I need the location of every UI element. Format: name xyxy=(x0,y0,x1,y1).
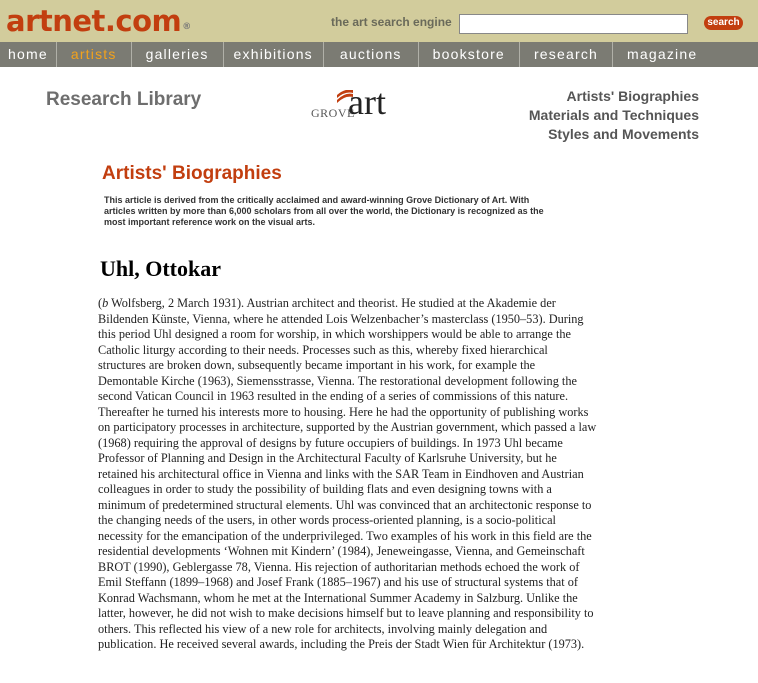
nav-item-home[interactable]: home xyxy=(0,42,57,67)
nav-item-artists[interactable]: artists xyxy=(57,42,132,67)
main-nav xyxy=(0,42,758,67)
research-library-title: Research Library xyxy=(46,89,202,110)
research-links xyxy=(529,87,699,144)
registered-mark: ® xyxy=(182,22,191,32)
nav-item-bookstore[interactable]: bookstore xyxy=(419,42,520,67)
section-title: Artists' Biographies xyxy=(102,163,282,184)
search-button[interactable]: search xyxy=(704,16,743,30)
nav-item-research[interactable]: research xyxy=(520,42,613,67)
nav-item-exhibitions[interactable]: exhibitions xyxy=(224,42,324,67)
article-text: Wolfsberg, 2 March 1931). Austrian architect and theorist. He studied at the Akademie der Bildenden Künste, Vienna, where he attended Lois Welzenbacher’s masterclass (1950–53). During this period Uhl designed a room for worship, in which worshippers would be able to arrange the Catholic liturgy according to their needs. Processes such as this, whereby fixed hierarchical structures are broken down, subsequently became important in his work, for example the Demontable Kirche (1963), Siemensstrasse, Vienna. The restorational development following the second Vatican Council in 1963 resulted in the ending of a series of commissions of this nature. Thereafter he turned his interests more to housing. Here he had the opportunity of publishing works on participatory processes in architecture, supported by the Austrian government, which passed a law (1968) requiring the approval of designs by future occupiers of buildings. In 1973 Uhl became Professor of Planning and Design in the Architectural Faculty of Karlsruhe University, but he retained his architectural office in Vienna and links with the SAR Team in Eindhoven and Austrian colleagues in order to study the possibility of building flats and even designing towns with a minimum of predetermined structural elements. Uhl was convinced that an architectonic response to the changing needs of the users, in other words process-oriented planning, is a socio-political necessity for the emancipation of the underprivileged. Two examples of his work in this field are the residential developments ‘Wohnen mit Kindern’ (1984), Jeneweingasse, Vienna, and Gemeinschaft BROT (1990), Geblergasse 78, Vienna. His rejection of authoritarian methods echoed the work of Emil Steffann (1899–1968) and Josef Frank (1885–1967) and his use of structural systems that of Konrad Wachsmann, whom he met at the International Summer Academy in Salzburg. Unlike the latter, however, he did not wish to make decisions himself but to leave planning and responsibility to others. This reflected his view of a new role for architects, involving mainly delegation and publication. He received several awards, including the Preis der Stadt Wien für Architektur (1973). xyxy=(98,296,597,651)
nav-item-auctions[interactable]: auctions xyxy=(324,42,419,67)
nav-item-magazine[interactable]: magazine xyxy=(627,46,698,62)
grove-art-logo[interactable] xyxy=(311,82,411,124)
link-styles-and-movements[interactable]: Styles and Movements xyxy=(548,126,699,142)
nav-item-galleries[interactable]: galleries xyxy=(132,42,224,67)
link-artists-biographies[interactable]: Artists' Biographies xyxy=(566,88,699,104)
article-body: (b Wolfsberg, 2 March 1931). Austrian architect and theorist. He studied at the Akademie der Bildenden Künste, Vienna, where he attended Lois Welzenbacher’s masterclass (1950–53). During this period Uhl designed a room for worship, in which worshippers would be able to arrange the Catholic liturgy according to their needs. Processes such as this, whereby fixed hierarchical structures are broken down, subsequently became important in his work, for example the Demontable Kirche (1963), Siemensstrasse, Vienna. The restorational development following the second Vatican Council in 1963 resulted in the ending of a series of commissions of this nature. Thereafter he turned his interests more to housing. Here he had the opportunity of publishing works on participatory processes in architecture, supported by the Austrian government, which passed a law (1968) requiring the approval of designs by future occupiers of buildings. In 1973 Uhl became Professor of Planning and Design in the Architectural Faculty of Karlsruhe University, but he retained his architectural office in Vienna and links with the SAR Team in Eindhoven and Austrian colleagues in order to study the possibility of building flats and even designing towns with a minimum of predetermined structural elements. Uhl was convinced that an architectonic response to the changing needs of the users, in other words process-oriented planning, is a socio-political necessity for the emancipation of the underprivileged. Two examples of his work in this field are the residential developments ‘Wohnen mit Kindern’ (1984), Jeneweingasse, Vienna, and Gemeinschaft BROT (1990), Geblergasse 78, Vienna. His rejection of authoritarian methods echoed the work of Emil Steffann (1899–1968) and Josef Frank (1885–1967) and his use of structural systems that of Konrad Wachsmann, whom he met at the International Summer Academy in Salzburg. Unlike the latter, however, he did not wish to make decisions himself but to leave planning and responsibility to others. This reflected his view of a new role for architects, involving mainly delegation and publication. He received several awards, including the Preis der Stadt Wien für Architektur (1973). xyxy=(98,296,597,651)
search-label: the art search engine xyxy=(331,15,452,29)
site-header xyxy=(0,0,758,42)
artnet-logo[interactable] xyxy=(6,3,191,39)
search-input[interactable] xyxy=(459,14,688,34)
article-title: Uhl, Ottokar xyxy=(100,256,221,281)
grove-text: GROVE xyxy=(311,106,355,120)
logo-text: artnet.com xyxy=(6,4,182,38)
link-materials-and-techniques[interactable]: Materials and Techniques xyxy=(528,107,699,123)
born-abbrev: b xyxy=(102,296,109,310)
section-intro: This article is derived from the critically acclaimed and award-winning Grove Dictionary of Art. With articles written by more than 6,000 scholars from all over the world, the Dictionary is recognized as the most important reference work on the visual arts. xyxy=(104,195,544,227)
grove-art-text: art xyxy=(348,82,386,122)
